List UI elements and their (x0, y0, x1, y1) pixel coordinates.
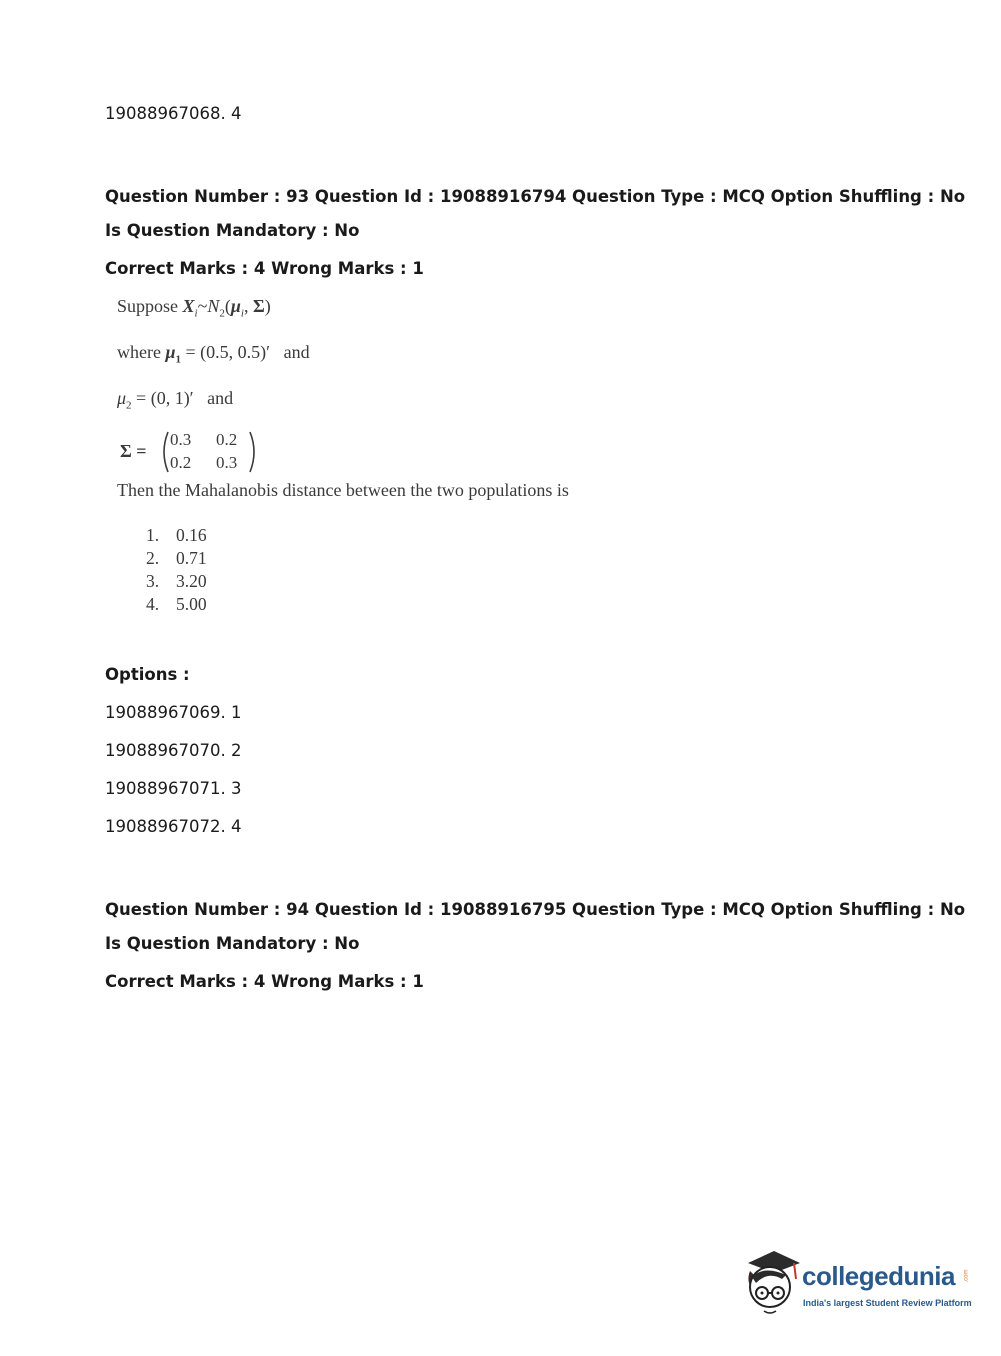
stem-mu2: $\mu_2 = (0$, 1)′ and (117, 388, 234, 412)
q94-header: Question Number : 94 Question Id : 19088916795 Question Type : MCQ Option Shuffling : No (105, 900, 966, 919)
q93-header: Question Number : 93 Question Id : 19088916794 Question Type : MCQ Option Shuffling : No (105, 187, 966, 206)
logo-suffix: .com (963, 1269, 970, 1283)
option-id: 19088967070. 2 (105, 741, 242, 760)
choice-item: 4. 5.00 (146, 594, 207, 614)
stem-suppose: Suppose $X_i\sim N_2(\mu_i$, Σ) (117, 296, 271, 320)
matrix-cell-12: 0.2 (216, 430, 238, 449)
logo-tagline: India's largest Student Review Platform (803, 1298, 972, 1308)
option-id: 19088967072. 4 (105, 817, 242, 836)
collegedunia-logo (742, 1247, 972, 1322)
mascot-icon (742, 1249, 804, 1319)
q94-marks: Correct Marks : 4 Wrong Marks : 1 (105, 972, 424, 991)
matrix-cell-21: 0.2 (170, 453, 192, 472)
options-label: Options : (105, 665, 190, 684)
stem-conclusion: Then the Mahalanobis distance between the two populations is (117, 480, 569, 500)
choice-item: 3. 3.20 (146, 571, 207, 591)
q93-marks: Correct Marks : 4 Wrong Marks : 1 (105, 259, 424, 278)
option-id: 19088967069. 1 (105, 703, 242, 722)
choice-item: 2. 0.71 (146, 548, 207, 568)
logo-wordmark: collegedunia (802, 1261, 955, 1291)
stem-sigma-label: Σ = (120, 441, 147, 461)
matrix-cell-22: 0.3 (216, 453, 238, 472)
option-id: 19088967071. 3 (105, 779, 242, 798)
q94-mandatory: Is Question Mandatory : No (105, 934, 360, 953)
matrix-cell-11: 0.3 (170, 430, 192, 449)
q93-mandatory: Is Question Mandatory : No (105, 221, 360, 240)
previous-option: 19088967068. 4 (105, 104, 242, 123)
choice-item: 1. 0.16 (146, 525, 207, 545)
stem-mu1: where $\mu_1 = (0.5$, 0.5)′ and (117, 342, 310, 366)
